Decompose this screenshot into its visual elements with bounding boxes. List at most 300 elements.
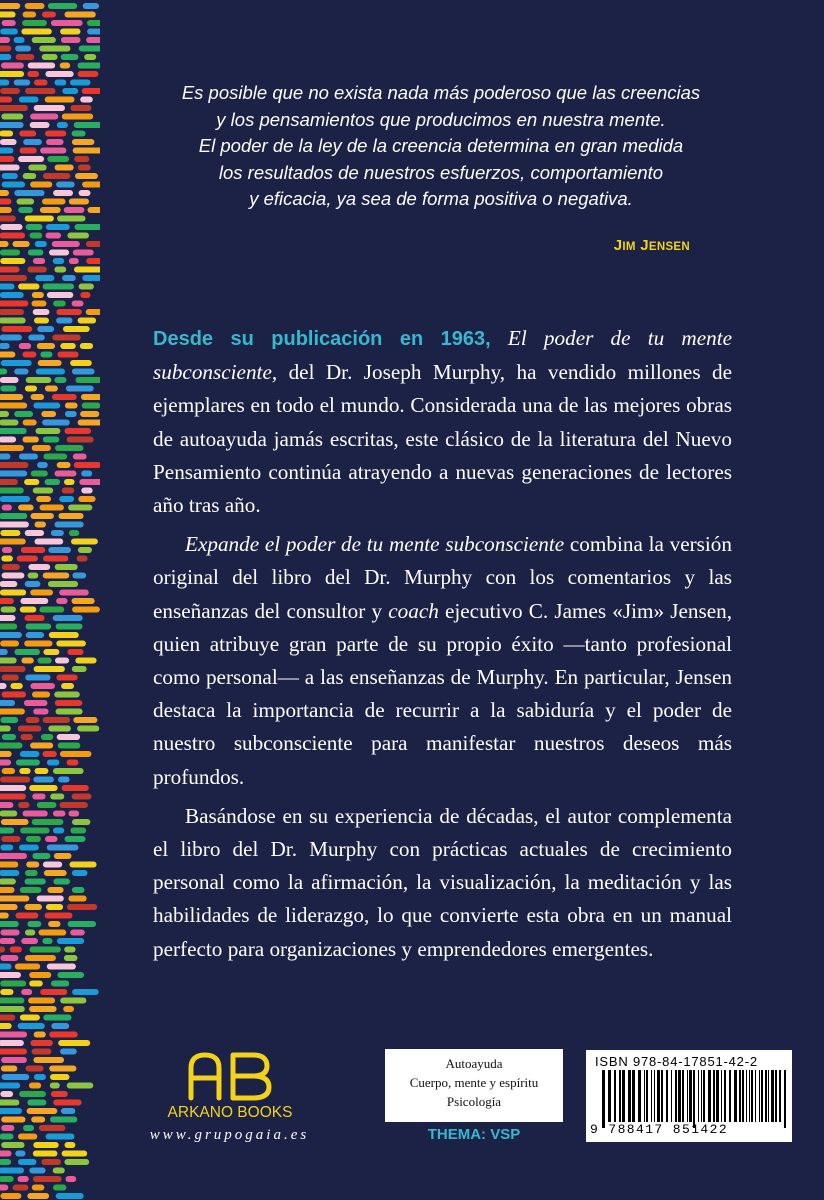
stripe-dash: [29, 1168, 45, 1174]
stripe-dash: [72, 666, 87, 672]
stripe-dash: [72, 139, 95, 145]
publisher-website[interactable]: www.grupogaia.es: [149, 1127, 310, 1143]
stripe-dash: [77, 726, 99, 732]
arkano-books-logo: [185, 1050, 275, 1102]
stripe-dash: [74, 156, 89, 162]
stripe-dash: [1, 819, 29, 825]
stripe-dash: [43, 717, 71, 723]
stripe-dash: [21, 658, 33, 664]
stripe-dash: [1, 326, 32, 332]
stripe-dash: [39, 46, 70, 52]
stripe-dash: [73, 148, 100, 154]
stripe-dash: [67, 904, 97, 910]
stripe-dash: [39, 1125, 66, 1131]
book-title: El poder de tu mente subconsciente,: [153, 326, 733, 385]
stripe-dash: [51, 1023, 69, 1029]
stripe-dash: [73, 250, 94, 256]
stripe-dash: [2, 182, 25, 188]
stripe-dash: [86, 258, 100, 264]
barcode-bar: [682, 1070, 684, 1122]
stripe-dash: [17, 199, 35, 205]
stripe-dash: [31, 513, 54, 519]
stripe-dash: [18, 1023, 45, 1029]
stripe-dash: [43, 556, 68, 562]
stripe-dash: [86, 241, 100, 247]
stripe-dash: [27, 921, 41, 927]
stripe-dash: [77, 556, 88, 562]
stripe-dash: [33, 777, 54, 783]
stripe-dash: [25, 675, 50, 681]
stripe-dash: [0, 80, 9, 86]
stripe-dash: [35, 241, 47, 247]
stripe-dash: [55, 658, 69, 664]
stripe-dash: [33, 403, 60, 409]
stripe-dash: [32, 853, 50, 859]
stripe-dash: [67, 649, 83, 655]
barcode-bar: [675, 1070, 677, 1122]
stripe-dash: [18, 726, 42, 732]
stripe-dash: [1, 1142, 24, 1148]
stripe-dash: [1, 114, 23, 120]
decorative-stripe-pattern: [0, 0, 100, 1200]
stripe-dash: [24, 615, 44, 621]
stripe-dash: [58, 513, 83, 519]
blurb-text: Basándose en su experiencia de décadas, el autor complementa el libro del Dr. Murphy con prácticas actuales de crecimiento personal como la afirmación, la visualización, la meditación y las habilidades de liderazgo, lo que convierte esta obra en un manual perfecto para organizaciones y emprendedores emergentes.: [153, 803, 732, 961]
stripe-dash: [0, 896, 29, 902]
barcode-bar: [765, 1070, 767, 1122]
stripe-dash: [0, 887, 15, 893]
stripe-dash: [10, 947, 22, 953]
stripe-dash: [0, 1083, 20, 1089]
stripe-dash: [0, 666, 26, 672]
stripe-dash: [52, 241, 80, 247]
barcode-bar: [775, 1070, 777, 1122]
stripe-dash: [0, 590, 26, 596]
stripe-dash: [21, 29, 51, 35]
stripe-dash: [0, 37, 10, 43]
stripe-dash: [46, 233, 62, 239]
stripe-dash: [70, 828, 86, 834]
stripe-dash: [53, 828, 64, 834]
stripe-dash: [84, 54, 96, 60]
stripe-dash: [56, 182, 75, 188]
stripe-dash: [60, 1049, 77, 1055]
stripe-dash: [23, 173, 37, 179]
stripe-dash: [78, 547, 92, 553]
stripe-dash: [18, 505, 33, 511]
stripe-dash: [0, 105, 28, 111]
stripe-dash: [20, 1015, 40, 1021]
stripe-dash: [67, 1083, 94, 1089]
stripe-dash: [0, 870, 19, 876]
stripe-dash: [48, 581, 78, 587]
stripe-dash: [66, 386, 94, 392]
stripe-dash: [34, 80, 48, 86]
stripe-dash: [2, 547, 12, 553]
stripe-dash: [37, 343, 55, 349]
coach-word: coach: [388, 598, 439, 623]
stripe-dash: [27, 1108, 58, 1114]
stripe-dash: [67, 437, 94, 443]
stripe-dash: [1, 1117, 25, 1123]
stripe-dash: [1, 1057, 27, 1063]
stripe-dash: [78, 496, 95, 502]
barcode-bars: [602, 1070, 786, 1128]
stripe-dash: [35, 539, 64, 545]
category-item: Autoayuda: [445, 1056, 503, 1071]
stripe-dash: [45, 386, 58, 392]
stripe-dash: [19, 131, 36, 137]
blurb-text: del Dr. Joseph Murphy, ha vendido millones de ejemplares en todo el mundo. Considerada una de las mejores obras de autoayuda jamás escritas, este clásico de la literatura del Nuevo Pensamiento continúa atrayendo a nuevas generaciones de lectores año tras año.: [153, 360, 732, 518]
stripe-dash: [1, 1125, 14, 1131]
stripe-dash: [74, 462, 100, 468]
stripe-dash: [0, 1168, 24, 1174]
category-box: [385, 1049, 563, 1122]
stripe-dash: [56, 309, 82, 315]
stripe-dash: [60, 63, 70, 69]
stripe-dash: [53, 811, 66, 817]
blurb-lead: Desde su publicación en 1963,: [153, 328, 491, 350]
stripe-dash: [47, 156, 69, 162]
stripe-dash: [55, 522, 84, 528]
stripe-dash: [14, 80, 31, 86]
stripe-dash: [25, 3, 45, 9]
stripe-dash: [60, 802, 88, 808]
category-item: Cuerpo, mente y espíritu: [409, 1075, 539, 1090]
stripe-dash: [72, 887, 85, 893]
stripe-dash: [48, 547, 71, 553]
stripe-dash: [0, 301, 28, 307]
stripe-dash: [75, 224, 101, 230]
stripe-dash: [26, 717, 40, 723]
barcode-bar: [608, 1070, 611, 1122]
stripe-dash: [20, 828, 49, 834]
stripe-dash: [53, 190, 73, 196]
stripe-dash: [58, 777, 70, 783]
stripe-dash: [0, 828, 14, 834]
stripe-dash: [86, 309, 100, 315]
stripe-dash: [40, 352, 52, 358]
barcode-bar: [742, 1070, 744, 1122]
stripe-dash: [32, 292, 44, 298]
stripe-dash: [20, 598, 48, 604]
stripe-dash: [0, 139, 17, 145]
barcode-bar: [628, 1070, 631, 1122]
barcode-bar: [784, 1070, 786, 1128]
stripe-dash: [70, 360, 92, 366]
stripe-dash: [65, 1142, 76, 1148]
stripe-dash: [48, 3, 77, 9]
stripe-dash: [2, 505, 12, 511]
barcode-bar: [721, 1070, 722, 1122]
stripe-dash: [18, 802, 29, 808]
stripe-dash: [0, 156, 14, 162]
stripe-dash: [0, 879, 16, 885]
thema-code: THEMA: VSP: [427, 1126, 521, 1143]
stripe-dash: [57, 972, 84, 978]
stripe-dash: [0, 853, 27, 859]
stripe-dash: [65, 403, 78, 409]
stripe-dash: [55, 471, 77, 477]
stripe-dash: [33, 1142, 58, 1148]
stripe-dash: [49, 632, 79, 638]
stripe-dash: [56, 318, 73, 324]
stripe-dash: [20, 887, 42, 893]
stripe-dash: [30, 947, 61, 953]
stripe-dash: [15, 1151, 25, 1157]
stripe-dash: [0, 921, 19, 927]
stripe-dash: [75, 173, 98, 179]
barcode-bar: [657, 1070, 660, 1122]
stripe-dash: [35, 768, 49, 774]
stripe-dash: [58, 1040, 90, 1046]
stripe-dash: [10, 683, 22, 689]
stripe-dash: [0, 785, 26, 791]
stripe-dash: [0, 284, 14, 290]
stripe-dash: [0, 1032, 27, 1038]
stripe-dash: [0, 190, 9, 196]
stripe-dash: [0, 88, 20, 94]
stripe-dash: [30, 743, 53, 749]
stripe-dash: [28, 165, 46, 171]
stripe-dash: [21, 938, 38, 944]
stripe-dash: [0, 335, 22, 341]
stripe-dash: [2, 675, 19, 681]
stripe-dash: [32, 37, 56, 43]
back-cover-blurb: [153, 322, 732, 966]
stripe-dash: [32, 794, 45, 800]
stripe-dash: [0, 1040, 24, 1046]
stripe-dash: [18, 284, 39, 290]
stripe-dash: [0, 275, 27, 281]
stripe-dash: [0, 54, 11, 60]
barcode-bar: [632, 1070, 635, 1122]
stripe-dash: [33, 709, 48, 715]
stripe-dash: [14, 649, 40, 655]
stripe-dash: [82, 88, 100, 94]
stripe-dash: [44, 870, 67, 876]
stripe-dash: [33, 309, 50, 315]
stripe-dash: [69, 530, 79, 536]
barcode-bar: [678, 1070, 681, 1122]
stripe-dash: [81, 394, 100, 400]
stripe-dash: [32, 445, 51, 451]
stripe-dash: [42, 938, 52, 944]
stripe-dash: [82, 403, 100, 409]
stripe-dash: [19, 845, 39, 851]
stripe-dash: [34, 318, 49, 324]
stripe-dash: [0, 683, 7, 689]
stripe-dash: [50, 1117, 77, 1123]
stripe-dash: [23, 811, 48, 817]
stripe-dash: [72, 573, 86, 579]
stripe-dash: [80, 292, 90, 298]
stripe-dash: [43, 862, 62, 868]
stripe-dash: [57, 216, 86, 222]
stripe-dash: [33, 258, 45, 264]
barcode-bar: [779, 1070, 781, 1122]
stripe-dash: [30, 590, 53, 596]
stripe-dash: [0, 479, 18, 485]
stripe-dash: [81, 488, 92, 494]
stripe-dash: [0, 488, 24, 494]
stripe-dash: [54, 377, 66, 383]
stripe-dash: [72, 794, 92, 800]
stripe-dash: [39, 607, 64, 613]
stripe-dash: [34, 1074, 46, 1080]
stripe-dash: [32, 1185, 45, 1191]
stripe-dash: [0, 97, 12, 103]
stripe-dash: [27, 1100, 46, 1106]
stripe-dash: [81, 471, 92, 477]
stripe-dash: [45, 913, 73, 919]
book-title: Expande el poder de tu mente subconsciente: [185, 532, 565, 557]
stripe-dash: [28, 250, 44, 256]
barcode-bar: [751, 1070, 753, 1122]
stripe-dash: [40, 989, 67, 995]
stripe-dash: [0, 777, 30, 783]
stripe-dash: [0, 1023, 12, 1029]
stripe-dash: [0, 862, 18, 868]
stripe-dash: [0, 1134, 14, 1140]
stripe-dash: [0, 913, 9, 919]
stripe-dash: [0, 224, 23, 230]
stripe-dash: [61, 37, 81, 43]
blurb-paragraph-1: [153, 322, 732, 522]
stripe-dash: [65, 411, 77, 417]
stripe-dash: [0, 165, 20, 171]
stripe-dash: [69, 258, 79, 264]
stripe-dash: [0, 403, 27, 409]
stripe-dash: [58, 743, 81, 749]
stripe-dash: [0, 530, 20, 536]
stripe-dash: [0, 1176, 14, 1182]
stripe-dash: [2, 173, 18, 179]
stripe-dash: [0, 845, 13, 851]
stripe-dash: [0, 1108, 22, 1114]
stripe-dash: [43, 454, 67, 460]
stripe-dash: [25, 88, 56, 94]
stripe-dash: [37, 802, 57, 808]
stripe-dash: [64, 955, 78, 961]
stripe-dash: [72, 607, 100, 613]
stripe-dash: [65, 12, 96, 18]
stripe-dash: [36, 428, 61, 434]
stripe-dash: [0, 352, 15, 358]
stripe-dash: [86, 37, 100, 43]
stripe-dash: [0, 794, 26, 800]
stripe-dash: [52, 394, 77, 400]
stripe-dash: [0, 131, 13, 137]
stripe-dash: [28, 564, 50, 570]
stripe-dash: [19, 768, 30, 774]
isbn-label: ISBN 978-84-17851-42-2: [595, 1054, 758, 1069]
stripe-dash: [53, 301, 66, 307]
barcode-bar: [689, 1070, 692, 1122]
stripe-dash: [27, 1193, 49, 1199]
stripe-dash: [64, 479, 75, 485]
barcode-bar: [771, 1070, 774, 1122]
stripe-dash: [36, 369, 65, 375]
stripe-dash: [64, 207, 85, 213]
stripe-dash: [0, 148, 13, 154]
stripe-dash: [0, 641, 19, 647]
stripe-dash: [56, 641, 86, 647]
stripe-dash: [82, 182, 100, 188]
stripe-dash: [0, 1185, 8, 1191]
stripe-dash: [60, 29, 80, 35]
stripe-dash: [62, 88, 78, 94]
barcode-bar: [703, 1070, 705, 1122]
stripe-dash: [43, 649, 59, 655]
stripe-dash: [0, 615, 16, 621]
stripe-dash: [21, 734, 33, 740]
stripe-dash: [25, 904, 43, 910]
stripe-dash: [40, 207, 61, 213]
stripe-dash: [2, 692, 27, 698]
stripe-dash: [31, 394, 44, 400]
stripe-dash: [29, 981, 43, 987]
stripe-dash: [0, 199, 11, 205]
stripe-dash: [0, 802, 13, 808]
stripe-dash: [0, 1193, 21, 1199]
stripe-dash: [19, 343, 32, 349]
stripe-dash: [30, 114, 58, 120]
stripe-dash: [28, 573, 39, 579]
stripe-dash: [55, 564, 78, 570]
stripe-dash: [56, 598, 68, 604]
stripe-dash: [19, 97, 39, 103]
stripe-dash: [68, 505, 92, 511]
stripe-dash: [72, 369, 95, 375]
stripe-dash: [0, 394, 23, 400]
stripe-dash: [33, 1151, 58, 1157]
stripe-dash: [79, 479, 100, 485]
stripe-dash: [0, 445, 24, 451]
stripe-dash: [60, 998, 86, 1004]
stripe-dash: [1, 836, 20, 842]
stripe-dash: [23, 437, 39, 443]
stripe-dash: [68, 896, 86, 902]
stripe-dash: [18, 207, 33, 213]
stripe-dash: [74, 267, 100, 273]
barcode-bar: [759, 1070, 760, 1122]
stripe-dash: [0, 760, 11, 766]
publisher-name: ARKANO BOOKS: [167, 1104, 293, 1121]
stripe-dash: [47, 964, 76, 970]
stripe-dash: [52, 335, 80, 341]
quote-line: Es posible que no exista nada más poderoso que las creencias: [181, 82, 701, 103]
stripe-dash: [0, 267, 20, 273]
stripe-dash: [80, 411, 99, 417]
stripe-dash: [23, 139, 42, 145]
stripe-dash: [0, 751, 12, 757]
barcode-bar: [716, 1070, 719, 1122]
barcode-bar: [687, 1070, 688, 1122]
ean-digits: 9 788417 851422: [590, 1122, 729, 1137]
barcode-bar: [746, 1070, 747, 1122]
stripe-dash: [14, 369, 28, 375]
stripe-dash: [20, 607, 37, 613]
stripe-dash: [45, 479, 61, 485]
isbn-barcode: [586, 1050, 792, 1142]
stripe-dash: [0, 658, 17, 664]
stripe-dash: [43, 751, 57, 757]
stripe-dash: [75, 658, 96, 664]
barcode-bar: [724, 1070, 726, 1122]
stripe-dash: [18, 156, 44, 162]
stripe-dash: [0, 955, 18, 961]
